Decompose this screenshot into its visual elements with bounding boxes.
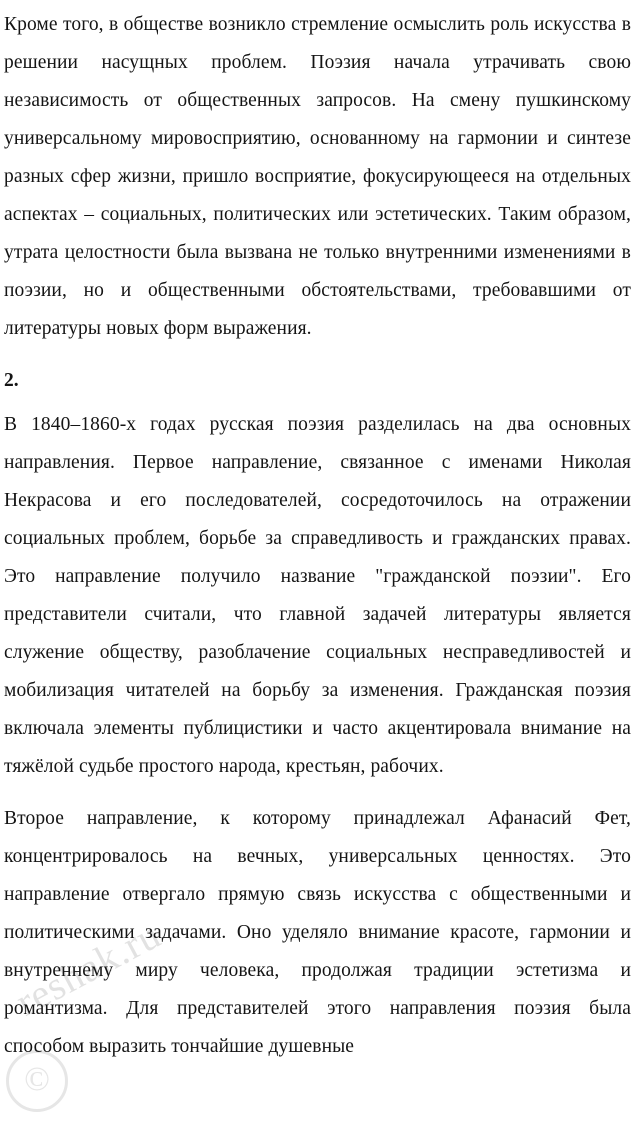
section-number: 2. [4,370,19,391]
watermark-text: reshak.ru [8,911,168,1025]
paragraph: В 1840–1860-х годах русская поэзия разделилась на два основных направления. Первое направление, связанное с именами Николая Некрасова и его последователей, сосредоточилось на отражении социальных проблем, борьбе за справедливость и гражданских правах. Это направление получило название "гражданской поэзии". Его представители считали, что главной задачей литературы является служение обществу, разоблачение социальных несправедливостей и мобилизация читателей на борьбу за изменения. Гражданская поэзия включала элементы публицистики и часто акцентировала внимание на тяжёлой судьбе простого народа, крестьян, рабочих. [4,414,631,777]
watermark-copyright-icon: © [6,1050,68,1112]
paragraph: Второе направление, к которому принадлежал Афанасий Фет, концентрировалось на вечных, универсальных ценностях. Это направление отвергало прямую связь искусства с общественными и политическими задачами. Оно уделяло внимание красоте, гармонии и внутреннему миру человека, продолжая традиции эстетизма и романтизма. Для представителей этого направления поэзия была способом выразить тончайшие душевные [4,808,631,1057]
paragraph: Кроме того, в обществе возникло стремление осмыслить роль искусства в решении насущных проблем. Поэзия начала утрачивать свою независимость от общественных запросов. На смену пушкинскому универсальному мировосприятию, основанному на гармонии и синтезе разных сфер жизни, пришло восприятие, фокусирующееся на отдельных аспектах – социальных, политических или эстетических. Таким образом, утрата целостности была вызвана не только внутренними изменениями в поэзии, но и общественными обстоятельствами, требовавшими от литературы новых форм выражения. [4,14,631,339]
